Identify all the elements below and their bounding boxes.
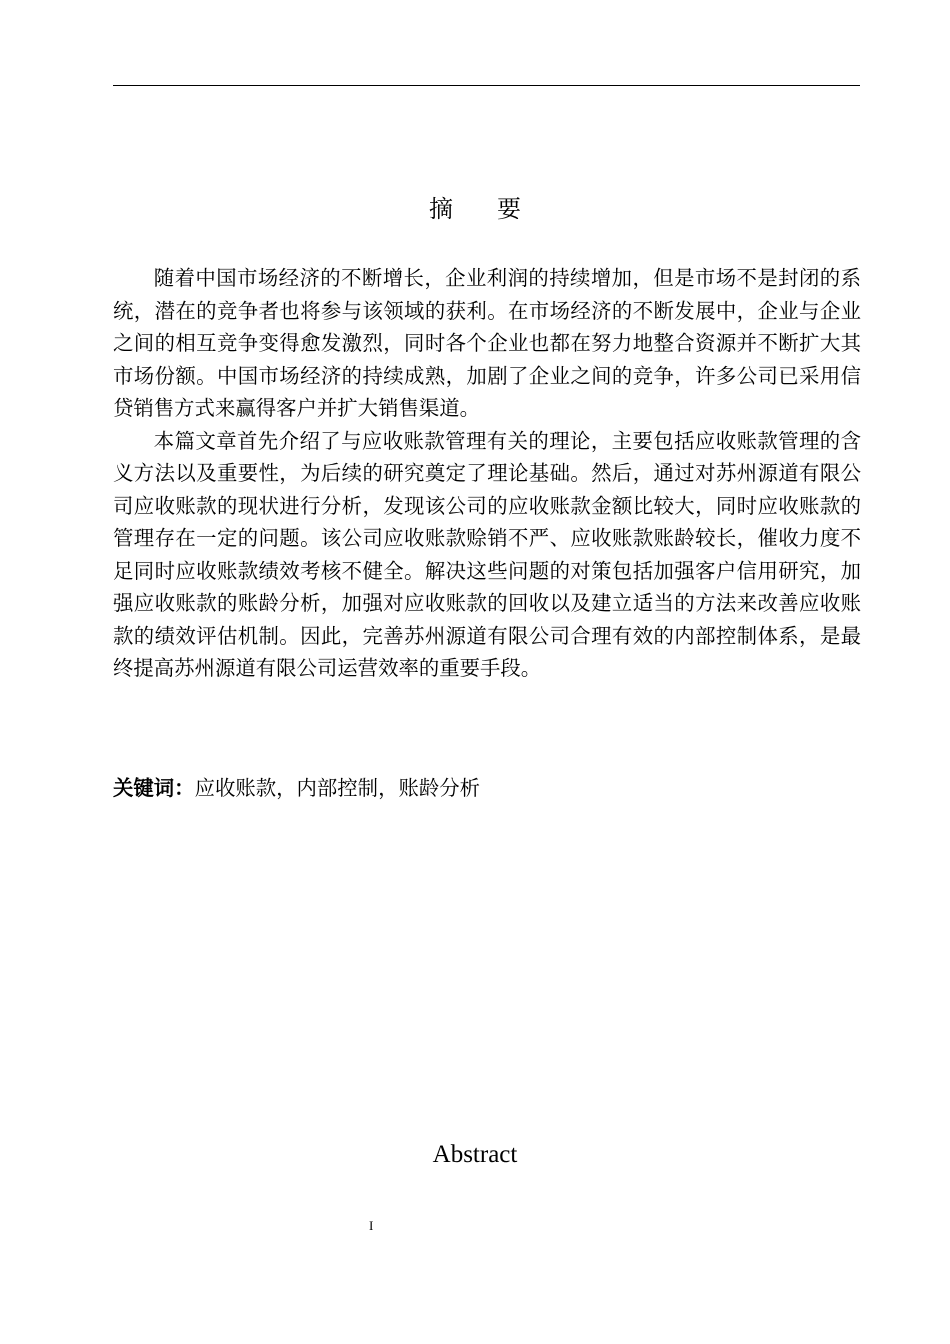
page-number: I [369, 1218, 374, 1233]
keywords-text: 应收账款，内部控制，账龄分析 [194, 776, 481, 800]
keywords-label: 关键词： [113, 776, 195, 800]
abstract-paragraph-1: 随着中国市场经济的不断增长，企业利润的持续增加，但是市场不是封闭的系统，潜在的竞争者也将参与该领域的获利。在市场经济的不断发展中，企业与企业之间的相互竞争变得愈发激烈，同时各个企业也都在努力地整合资源并不断扩大其市场份额。中国市场经济的持续成熟，加剧了企业之间的竞争，许多公司已采用信贷销售方式来赢得客户并扩大销售渠道。 [113, 266, 861, 420]
header-rule [113, 85, 860, 86]
keywords-line [113, 773, 480, 803]
abstract-paragraph-2: 本篇文章首先介绍了与应收账款管理有关的理论，主要包括应收账款管理的含义方法以及重要性，为后续的研究奠定了理论基础。然后，通过对苏州源道有限公司应收账款的现状进行分析，发现该公司的应收账款金额比较大，同时应收账款的管理存在一定的问题。该公司应收账款赊销不严、应收账款账龄较长，催收力度不足同时应收账款绩效考核不健全。解决这些问题的对策包括加强客户信用研究，加强应收账款的账龄分析，加强对应收账款的回收以及建立适当的方法来改善应收账款的绩效评估机制。因此，完善苏州源道有限公司合理有效的内部控制体系，是最终提高苏州源道有限公司运营效率的重要手段。 [113, 428, 861, 680]
abstract-title-cn: 摘要 [429, 195, 565, 223]
abstract-title-en: Abstract [432, 1141, 518, 1168]
abstract-body [113, 262, 861, 685]
